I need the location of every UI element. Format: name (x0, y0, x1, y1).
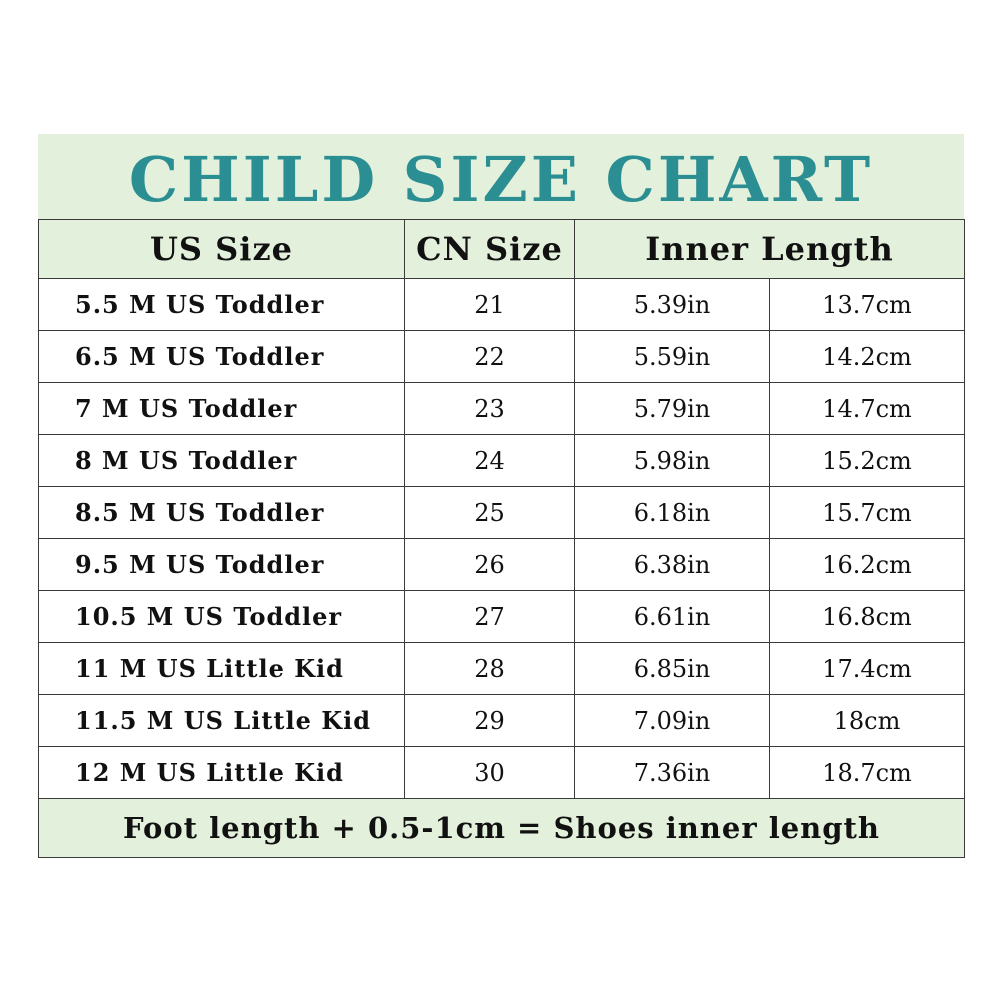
cell-cn-size: 23 (405, 383, 575, 435)
cell-length-cm: 14.7cm (770, 383, 965, 435)
table-row (39, 643, 965, 695)
footer-row (39, 799, 965, 858)
cell-us-size: 6.5 M US Toddler (39, 331, 405, 383)
cell-cn-size: 22 (405, 331, 575, 383)
cell-length-in: 6.38in (575, 539, 770, 591)
cell-cn-size: 24 (405, 435, 575, 487)
header-row (39, 220, 965, 279)
table-row (39, 435, 965, 487)
table-row (39, 487, 965, 539)
cell-us-size: 8.5 M US Toddler (39, 487, 405, 539)
cell-length-cm: 18.7cm (770, 747, 965, 799)
table-row (39, 695, 965, 747)
cell-length-cm: 14.2cm (770, 331, 965, 383)
cell-us-size: 9.5 M US Toddler (39, 539, 405, 591)
cell-length-cm: 15.2cm (770, 435, 965, 487)
title-bar (38, 134, 964, 219)
header-inner-length: Inner Length (575, 220, 965, 279)
size-table (38, 219, 965, 858)
cell-length-in: 7.36in (575, 747, 770, 799)
cell-length-cm: 17.4cm (770, 643, 965, 695)
cell-cn-size: 27 (405, 591, 575, 643)
cell-us-size: 10.5 M US Toddler (39, 591, 405, 643)
cell-length-cm: 13.7cm (770, 279, 965, 331)
cell-cn-size: 29 (405, 695, 575, 747)
cell-cn-size: 25 (405, 487, 575, 539)
cell-length-cm: 18cm (770, 695, 965, 747)
cell-cn-size: 28 (405, 643, 575, 695)
cell-length-in: 5.79in (575, 383, 770, 435)
cell-length-cm: 16.2cm (770, 539, 965, 591)
cell-length-in: 7.09in (575, 695, 770, 747)
table-row (39, 331, 965, 383)
cell-length-in: 5.39in (575, 279, 770, 331)
size-chart (38, 134, 964, 858)
cell-cn-size: 26 (405, 539, 575, 591)
cell-length-cm: 16.8cm (770, 591, 965, 643)
footer-note: Foot length + 0.5-1cm = Shoes inner length (39, 799, 965, 858)
cell-us-size: 11.5 M US Little Kid (39, 695, 405, 747)
cell-length-in: 6.61in (575, 591, 770, 643)
cell-us-size: 11 M US Little Kid (39, 643, 405, 695)
table-row (39, 383, 965, 435)
cell-us-size: 8 M US Toddler (39, 435, 405, 487)
table-row (39, 279, 965, 331)
cell-cn-size: 30 (405, 747, 575, 799)
cell-length-cm: 15.7cm (770, 487, 965, 539)
table-row (39, 539, 965, 591)
cell-cn-size: 21 (405, 279, 575, 331)
chart-title: CHILD SIZE CHART (128, 142, 874, 216)
cell-length-in: 5.98in (575, 435, 770, 487)
cell-us-size: 5.5 M US Toddler (39, 279, 405, 331)
table-row (39, 591, 965, 643)
size-rows (39, 279, 965, 799)
header-cn-size: CN Size (405, 220, 575, 279)
cell-length-in: 6.18in (575, 487, 770, 539)
cell-us-size: 12 M US Little Kid (39, 747, 405, 799)
header-us-size: US Size (39, 220, 405, 279)
cell-length-in: 5.59in (575, 331, 770, 383)
table-row (39, 747, 965, 799)
cell-length-in: 6.85in (575, 643, 770, 695)
cell-us-size: 7 M US Toddler (39, 383, 405, 435)
